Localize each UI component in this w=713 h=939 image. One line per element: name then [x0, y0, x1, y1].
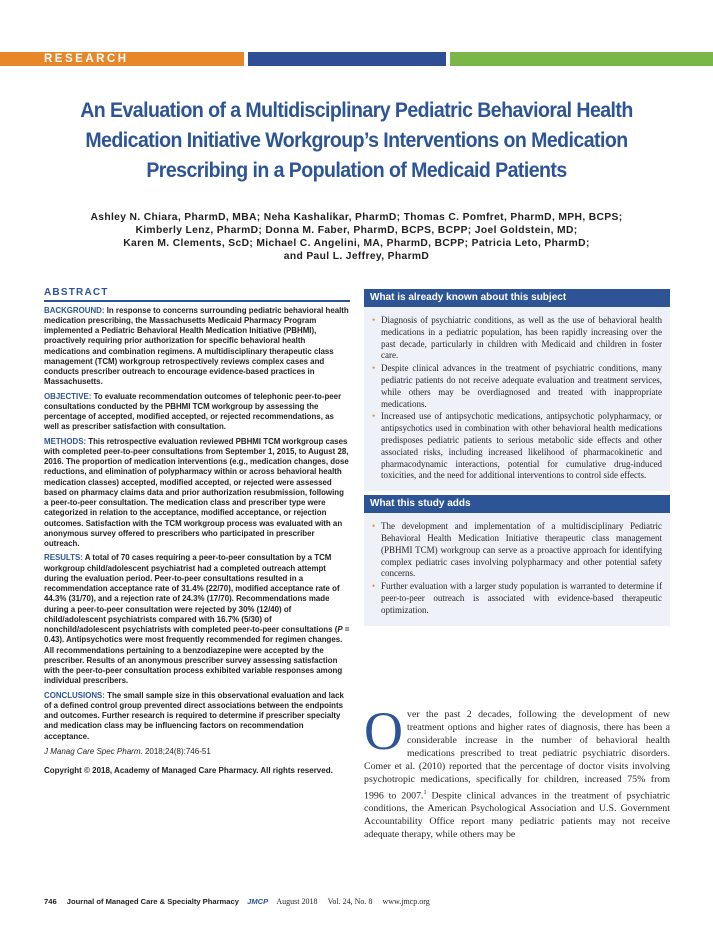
issue-date: August 2018 [276, 897, 318, 906]
section-banner-green [450, 52, 713, 66]
journal-abbrev: JMCP [247, 897, 269, 906]
page-footer [44, 897, 430, 907]
methods-text: This retrospective evaluation reviewed PBHMI TCM workgroup cases with completed peer-to-peer consultations from September 1, 2015, to August 28, 2016. The proportion of medication interventions (e.g., medication changes, dose reductions, and elimination of polypharmacy within or across behavioral health medication classes) accepted, modified accepted, or rejected were assessed based on pharmacy claims data and prior authorization resubmission, following a peer-to-peer consultation. The medication class and prescriber type were categorized in relation to the acceptance, modified acceptance, or rejection outcomes. Satisfaction with the TCM workgroup process was evaluated with an anonymous survey offered to prescribers who participated in prescriber outreach. [44, 436, 349, 548]
results-text-cont: = 0.43). Antipsychotics were most frequently recommended for regimen changes. All recommendations pertaining to a benzodiazepine were accepted by the prescriber. Results of an anonymous prescriber survey assessing satisfaction with the peer-to-peer consultation process exhibited variable responses among individual prescribers. [44, 625, 350, 686]
conclusions-label: CONCLUSIONS: [44, 690, 105, 700]
body-paragraph [364, 701, 671, 841]
section-banner [0, 52, 713, 66]
author-line: and Paul L. Jeffrey, PharmD [283, 251, 430, 262]
known-box-body [364, 307, 670, 491]
list-item-text: The development and implementation of a multidisciplinary Pediatric Behavioral Health Medication Initiative therapeutic class management (PBHMI TCM) workgroup can serve as a proactive approach for identifying complex pediatric cases involving polypharmacy and other potential safety concerns. [381, 521, 662, 579]
author-list [40, 211, 673, 263]
abstract [44, 287, 350, 776]
bullet-icon: • [372, 581, 376, 592]
issue-volume: Vol. 24, No. 8 [327, 897, 373, 906]
body-text-part: Despite clinical advances in the treatment of psychiatric conditions, the American Psychological Association and U.S. Government Accountability Office report many pediatric patients may not receive adequate therapy, while others may be [364, 789, 671, 841]
abstract-methods [44, 437, 350, 550]
bullet-icon: • [372, 411, 376, 422]
section-banner-blue [248, 52, 446, 66]
known-box [364, 289, 670, 491]
author-line: Karen M. Clements, ScD; Michael C. Angelini, MA, PharmD, BCPP; Patricia Leto, PharmD; [123, 238, 590, 249]
author-line: Ashley N. Chiara, PharmD, MBA; Neha Kashalikar, PharmD; Thomas C. Pomfret, PharmD, MPH, BCPS; [90, 212, 623, 223]
section-label: RESEARCH [44, 53, 129, 65]
citation [44, 746, 350, 757]
list-item [372, 315, 662, 362]
body-text-part: ver the past 2 decades, following the development of new treatment options and higher rates of diagnosis, there has been a considerable increase in the number of behavioral health medications prescribed to treat pediatric psychiatric disorders. Comer et al. (2010) reported that the percentage of doctor visits involving psychotropic medications, specifically for children, increased 75% from 1996 to 2007. [364, 709, 670, 801]
list-item [372, 411, 662, 482]
author-line: Kimberly Lenz, PharmD; Donna M. Faber, PharmD, BCPS, BCPP; Joel Goldstein, MD; [135, 225, 578, 236]
list-item-text: Diagnosis of psychiatric conditions, as well as the use of behavioral health medications in a pediatric population, has been rapidly increasing over the past decade, particularly in children with Medicaid and children in foster care. [381, 315, 662, 361]
journal-url: www.jmcp.org [382, 897, 430, 906]
abstract-objective [44, 392, 350, 433]
results-p-symbol: P [337, 625, 343, 634]
background-label: BACKGROUND: [44, 305, 105, 315]
known-box-heading: What is already known about this subject [364, 289, 670, 307]
objective-text: To evaluate recommendation outcomes of telephonic peer-to-peer consultations conducted by the PBHMI TCM workgroup by assessing the percentage of accepted, modified accepted, or rejected recommendations, as well as prescriber satisfaction with consultation. [44, 391, 342, 432]
objective-label: OBJECTIVE: [44, 391, 92, 401]
bullet-icon: • [372, 363, 376, 374]
bullet-icon: • [372, 521, 376, 532]
abstract-heading: ABSTRACT [44, 287, 109, 298]
adds-box-heading: What this study adds [364, 495, 670, 513]
adds-box-body [364, 513, 670, 625]
conclusions-text: The small sample size in this observational evaluation and lack of a defined control group prevented direct associations between the endpoints and outcomes. Further research is required to determine if prescriber specialty and medication class may be influencing factors on recommendation acceptance. [44, 690, 344, 741]
methods-label: METHODS: [44, 436, 87, 446]
journal-name: Journal of Managed Care & Specialty Pharmacy [66, 897, 239, 906]
citation-detail: 2018;24(8):746-51 [142, 746, 211, 756]
summary-boxes [364, 289, 670, 626]
background-text: In response to concerns surrounding pediatric behavioral health medication prescribing, the Massachusetts Medicaid Pharmacy Program implemented a Pediatric Behavioral Health Medication Initiative (PBHMI), proactively requiring prior authorization for specific behavioral health medications and combination regimens. A multidisciplinary therapeutic class management (TCM) workgroup retrospectively reviews complex cases and conducts prescriber outreach to encourage evidence-based practices in Massachusetts. [44, 305, 349, 387]
reference-marker: 1 [423, 789, 427, 796]
list-item [372, 581, 662, 616]
abstract-background [44, 306, 350, 388]
abstract-conclusions [44, 691, 350, 742]
page-number: 746 [44, 897, 57, 906]
bullet-icon: • [372, 315, 376, 325]
drop-cap: O [364, 701, 403, 761]
abstract-results [44, 553, 350, 686]
list-item-text: Despite clinical advances in the treatment of psychiatric conditions, many pediatric patients do not receive adequate evaluation and treatment services, while others may be overdiagnosed and treated with inappropriate medications. [381, 363, 662, 409]
article-title: An Evaluation of a Multidisciplinary Pediatric Behavioral Health Medication Initiative Workgroup’s Interventions on Medication Prescribing in a Population of Medicaid Patients [80, 99, 633, 182]
adds-box [364, 495, 670, 625]
results-label: RESULTS: [44, 553, 83, 563]
abstract-rule [44, 300, 350, 302]
list-item [372, 521, 662, 580]
citation-journal: J Manag Care Spec Pharm. [44, 746, 143, 756]
list-item [372, 363, 662, 410]
results-text: A total of 70 cases requiring a peer-to-peer consultation by a TCM workgroup child/adolescent psychiatrist had a completed outreach attempt during the evaluation period. Peer-to-peer consultations resulted in a recommendation acceptance rate of 31.4% (22/70), modified acceptance rate of 44.3% (31/70), and a rejection rate of 24.3% (17/70). Recommendations made during a peer-to-peer consultation were rejected by 30% (12/40) of child/adolescent psychiatrists compared with 16.7% (5/30) of nonchild/adolescent psychiatrists with completed peer-to-peer consultations ( [44, 553, 340, 634]
list-item-text: Increased use of antipsychotic medications, antipsychotic polypharmacy, or antipsychotics used in combination with other behavioral health medications predisposes pediatric patients to serious metabolic side effects and other associated risks, including increased likelihood of pharmacokinetic and pharmacodynamic interactions, potential for cumulative drug-induced toxicities, and the need for additional interventions to control side effects. [381, 411, 662, 481]
list-item-text: Further evaluation with a larger study population is warranted to determine if peer-to-peer outreach is associated with evidence-based therapeutic optimization. [381, 581, 662, 615]
copyright: Copyright © 2018, Academy of Managed Care Pharmacy. All rights reserved. [44, 765, 333, 775]
